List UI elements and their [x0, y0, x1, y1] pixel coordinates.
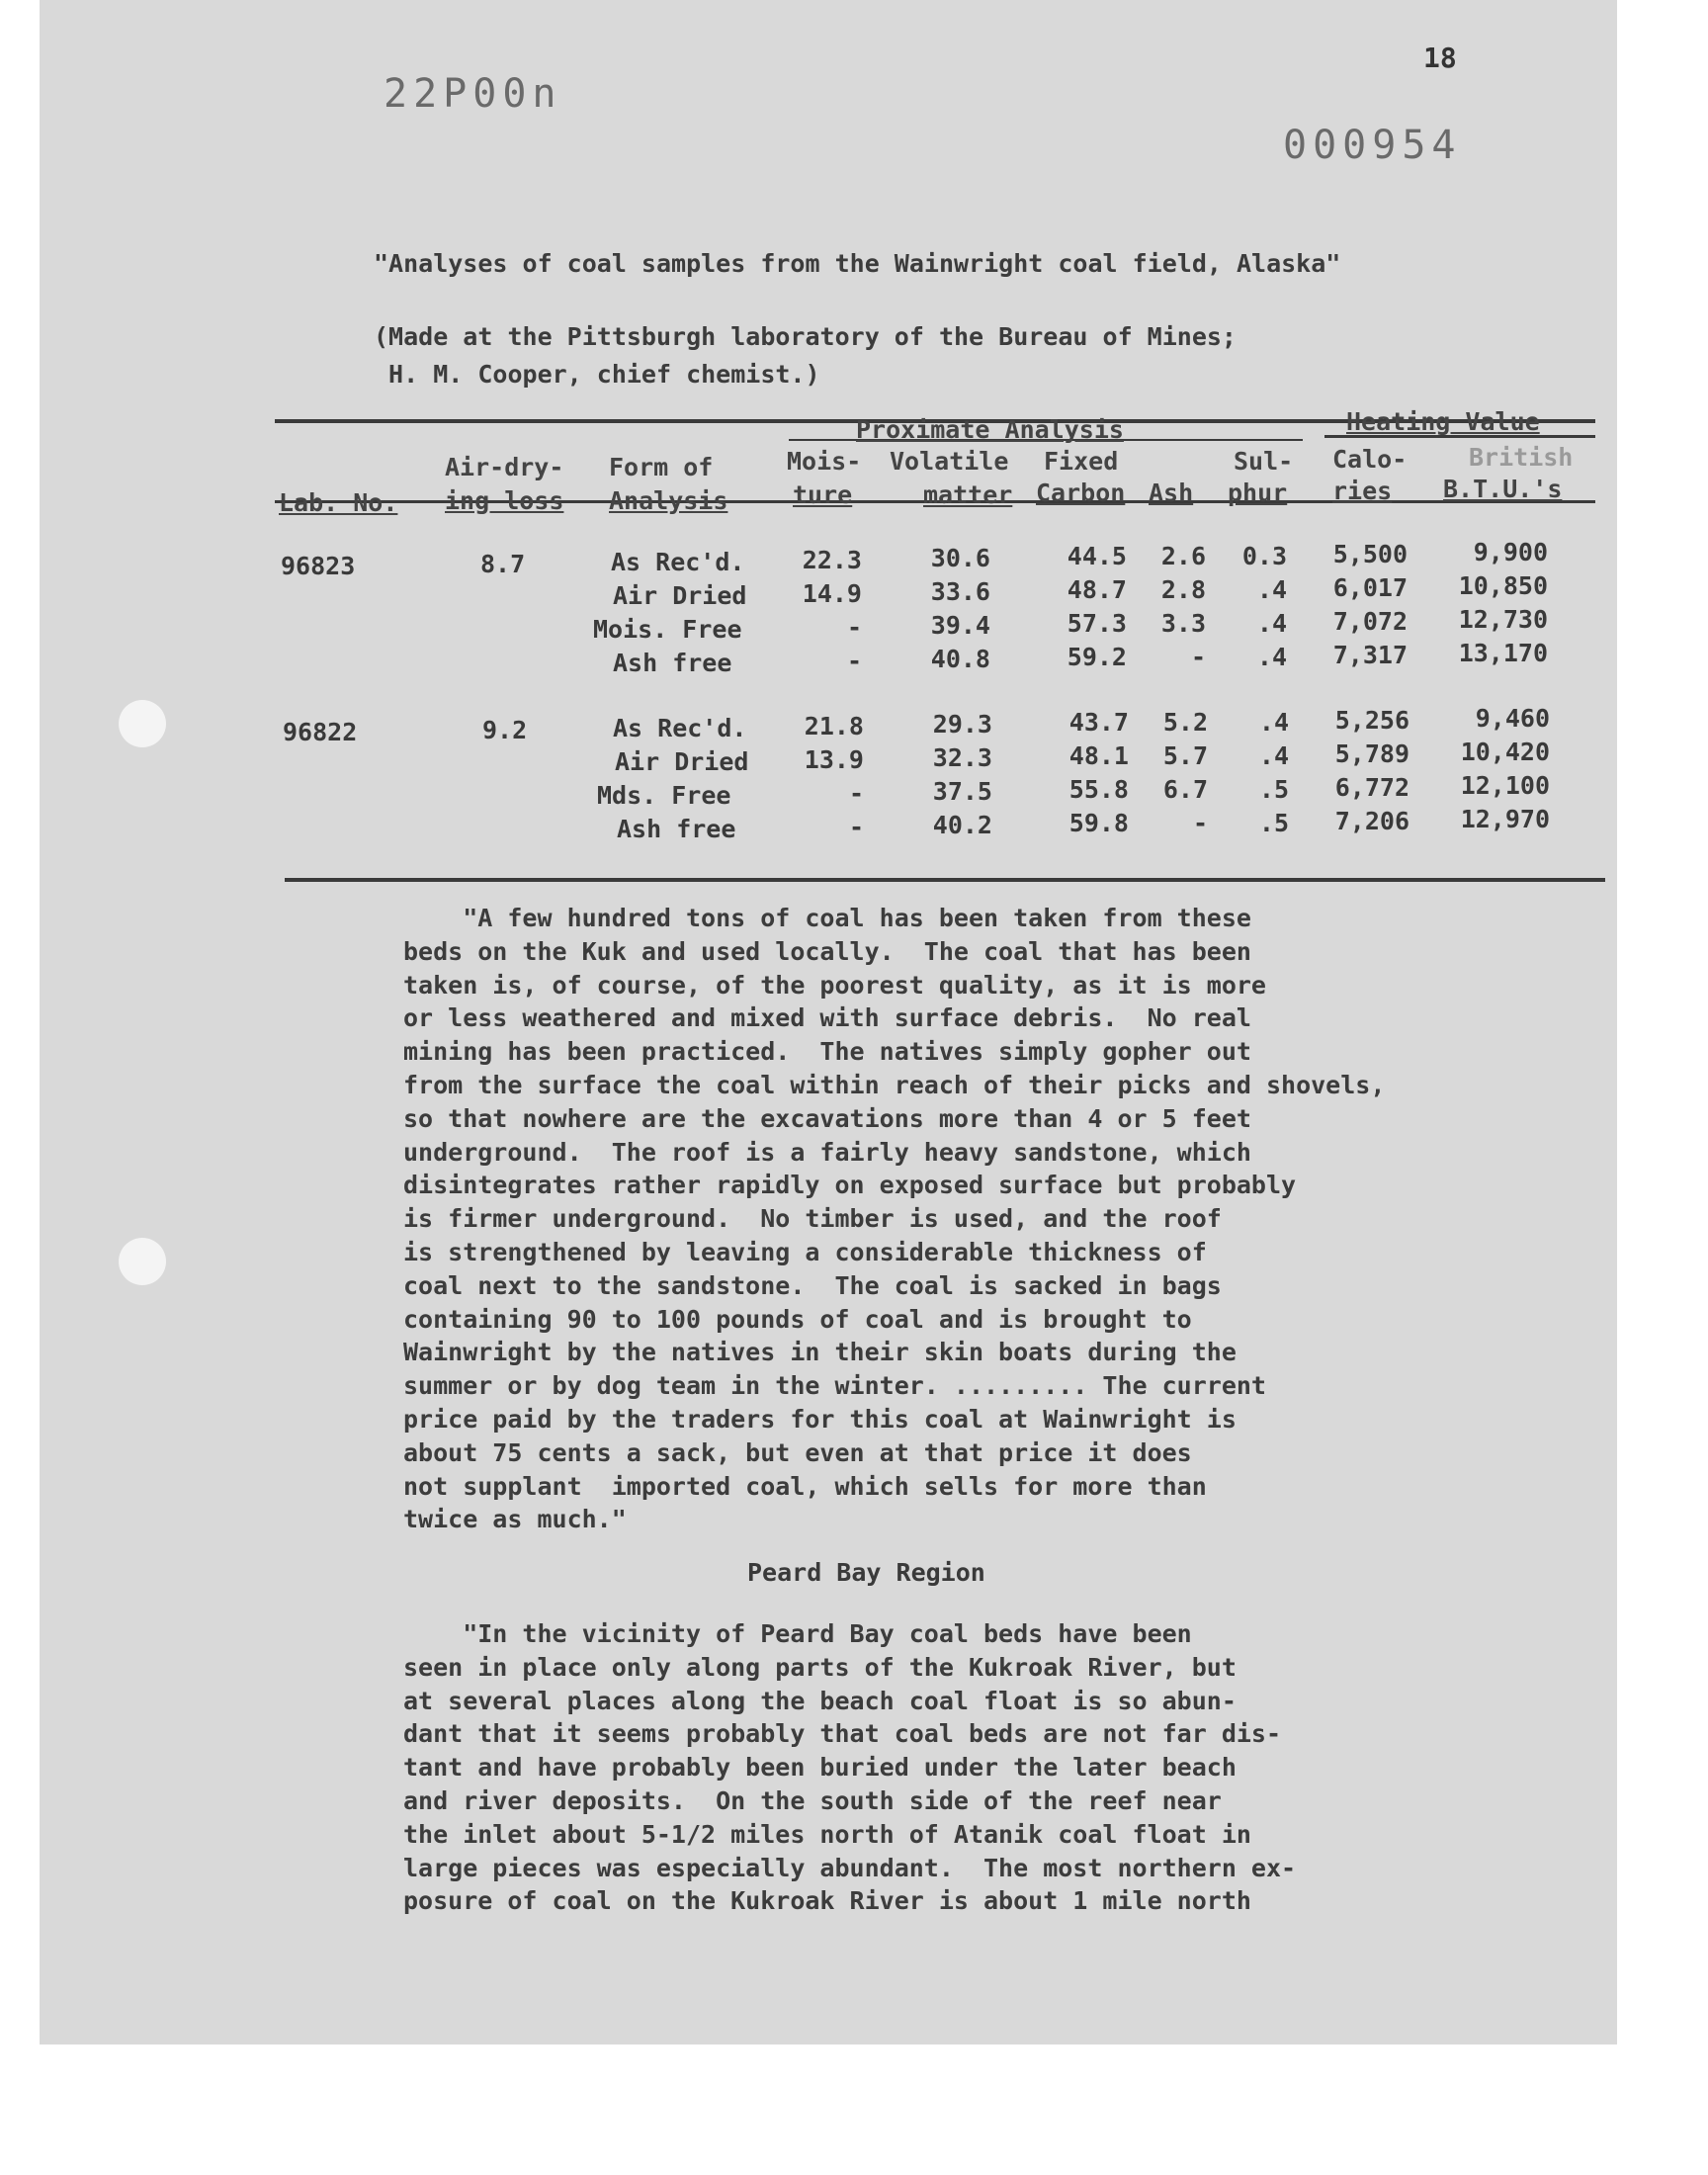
btu-value: 12,970 [1460, 805, 1550, 833]
calories-value: 7,317 [1332, 641, 1408, 669]
punch-hole [119, 700, 166, 747]
text-line: or less weathered and mixed with surface debris. No real [403, 1003, 1251, 1033]
calories-value: 7,206 [1334, 807, 1409, 835]
btu-value: 10,850 [1458, 571, 1548, 600]
text-line: the inlet about 5-1/2 miles north of Atanik coal float in [403, 1819, 1251, 1849]
volatile-value: 37.5 [932, 777, 992, 806]
stamp-number-left: 22P00n [384, 71, 562, 117]
air-drying-loss: 8.7 [480, 550, 526, 578]
header-ries: ries [1332, 477, 1393, 505]
subtitle-line: H. M. Cooper, chief chemist.) [374, 360, 820, 389]
header-btu: B.T.U.'s [1443, 475, 1563, 503]
subtitle-line: (Made at the Pittsburgh laboratory of the Bureau of Mines; [374, 322, 1237, 351]
volatile-value: 39.4 [930, 611, 990, 640]
form-of-analysis: Ash free [613, 649, 732, 677]
sulphur-value: .4 [1256, 609, 1287, 638]
moisture-value: - [848, 779, 864, 808]
text-line: is firmer underground. No timber is used, and the roof [403, 1204, 1222, 1234]
sulphur-value: .4 [1258, 708, 1289, 737]
moisture-value: 14.9 [802, 579, 862, 608]
text-line: at several places along the beach coal float is so abun- [403, 1686, 1237, 1715]
text-line: from the surface the coal within reach of their picks and shovels, [403, 1070, 1386, 1099]
btu-value: 13,170 [1458, 639, 1548, 667]
header-analysis: Analysis [609, 486, 728, 515]
volatile-value: 40.2 [932, 811, 992, 839]
btu-value: 12,100 [1460, 771, 1550, 800]
text-line: seen in place only along parts of the Kukroak River, but [403, 1652, 1237, 1682]
air-drying-loss: 9.2 [482, 716, 528, 744]
form-of-analysis: Ash free [617, 815, 736, 843]
text-line: price paid by the traders for this coal at Wainwright is [403, 1404, 1237, 1434]
form-of-analysis: As Rec'd. [611, 548, 745, 576]
text-line: disintegrates rather rapidly on exposed surface but probably [403, 1171, 1297, 1200]
btu-value: 10,420 [1460, 738, 1550, 766]
ash-value: 5.7 [1162, 741, 1208, 770]
page-number: 18 [1423, 42, 1457, 74]
page-margin [0, 2044, 1708, 2175]
form-of-analysis: Mds. Free [597, 781, 731, 810]
ash-value: 2.6 [1160, 542, 1206, 570]
ash-value: - [1192, 809, 1208, 837]
header-british: British [1469, 443, 1574, 472]
text-line: so that nowhere are the excavations more than 4 or 5 feet [403, 1103, 1251, 1133]
calories-value: 6,772 [1334, 773, 1409, 802]
volatile-value: 33.6 [930, 577, 990, 606]
text-line: dant that it seems probably that coal beds are not far dis- [403, 1719, 1282, 1749]
body-paragraph [403, 902, 1385, 1536]
volatile-value: 32.3 [932, 743, 992, 772]
form-of-analysis: Mois. Free [593, 615, 742, 644]
text-line: taken is, of course, of the poorest quality, as it is more [403, 970, 1266, 1000]
sulphur-value: .4 [1256, 643, 1287, 671]
header-lab-no: Lab. No. [279, 488, 398, 517]
document-subtitle [374, 318, 1237, 393]
header-moisture: Mois- [787, 447, 862, 476]
header-fixed: Fixed [1044, 447, 1119, 476]
text-line: "A few hundred tons of coal has been taken from these [403, 904, 1251, 932]
document-title: "Analyses of coal samples from the Wainwright coal field, Alaska" [374, 249, 1341, 278]
sulphur-value: .4 [1258, 741, 1289, 770]
sulphur-value: .5 [1258, 809, 1289, 837]
text-line: about 75 cents a sack, but even at that price it does [403, 1437, 1192, 1467]
fixed-carbon-value: 43.7 [1068, 708, 1129, 737]
text-line: beds on the Kuk and used locally. The coal that has been [403, 936, 1251, 966]
ash-value: 5.2 [1162, 708, 1208, 737]
btu-value: 9,460 [1475, 704, 1550, 733]
fixed-carbon-value: 59.8 [1068, 809, 1129, 837]
moisture-value: - [846, 647, 862, 675]
form-of-analysis: As Rec'd. [613, 714, 747, 742]
moisture-value: - [848, 813, 864, 841]
fixed-carbon-value: 59.2 [1067, 643, 1127, 671]
lab-number: 96822 [283, 718, 358, 746]
sulphur-value: .5 [1258, 775, 1289, 804]
text-line: twice as much." [403, 1505, 627, 1534]
text-line: tant and have probably been buried under the later beach [403, 1753, 1237, 1783]
volatile-value: 40.8 [930, 645, 990, 673]
text-line: coal next to the sandstone. The coal is sacked in bags [403, 1270, 1222, 1300]
text-line: posure of coal on the Kukroak River is about 1 mile north [403, 1886, 1251, 1916]
ash-value: 6.7 [1162, 775, 1208, 804]
moisture-value: 13.9 [804, 745, 864, 774]
body-paragraph [403, 1617, 1296, 1918]
header-form-of: Form of [609, 453, 714, 481]
header-carbon: Carbon [1036, 478, 1126, 507]
section-heading: Peard Bay Region [747, 1558, 985, 1587]
text-line: and river deposits. On the south side of the reef near [403, 1785, 1222, 1815]
header-matter: matter [923, 480, 1013, 509]
fixed-carbon-value: 57.3 [1067, 609, 1127, 638]
calories-value: 5,500 [1332, 540, 1408, 568]
lab-number: 96823 [281, 552, 356, 580]
calories-value: 7,072 [1332, 607, 1408, 636]
header-air-drying: Air-dry- [445, 453, 564, 481]
calories-value: 5,256 [1334, 706, 1409, 735]
header-sulphur: Sul- [1234, 447, 1294, 476]
moisture-value: 22.3 [802, 546, 862, 574]
form-of-analysis: Air Dried [615, 747, 749, 776]
header-ash: Ash [1149, 478, 1194, 507]
ash-value: 2.8 [1160, 575, 1206, 604]
btu-value: 9,900 [1473, 538, 1548, 566]
ash-value: 3.3 [1160, 609, 1206, 638]
header-calories: Calo- [1332, 445, 1408, 474]
fixed-carbon-value: 55.8 [1068, 775, 1129, 804]
fixed-carbon-value: 48.7 [1067, 575, 1127, 604]
text-line: summer or by dog team in the winter. ......... The current [403, 1371, 1266, 1401]
proximate-analysis-header: Proximate Analysis [856, 415, 1124, 444]
ash-value: - [1190, 643, 1206, 671]
sulphur-value: 0.3 [1241, 542, 1287, 570]
stamp-number-right: 000954 [1283, 123, 1462, 168]
heating-value-header: Heating Value [1346, 407, 1540, 436]
header-ing-loss: ing loss [445, 486, 564, 515]
calories-value: 5,789 [1334, 740, 1409, 768]
volatile-value: 30.6 [930, 544, 990, 572]
header-phur: phur [1228, 478, 1288, 507]
text-line: Wainwright by the natives in their skin boats during the [403, 1338, 1237, 1367]
btu-value: 12,730 [1458, 605, 1548, 634]
text-line: "In the vicinity of Peard Bay coal beds have been [403, 1619, 1192, 1648]
moisture-value: - [846, 613, 862, 642]
text-line: mining has been practiced. The natives simply gopher out [403, 1037, 1251, 1067]
moisture-value: 21.8 [804, 712, 864, 740]
volatile-value: 29.3 [932, 710, 992, 739]
header-ture: ture [793, 480, 853, 509]
text-line: containing 90 to 100 pounds of coal and is brought to [403, 1304, 1192, 1334]
calories-value: 6,017 [1332, 573, 1408, 602]
fixed-carbon-value: 44.5 [1067, 542, 1127, 570]
sulphur-value: .4 [1256, 575, 1287, 604]
text-line: is strengthened by leaving a considerable thickness of [403, 1237, 1207, 1266]
form-of-analysis: Air Dried [613, 581, 747, 610]
table-bottom-rule [285, 878, 1605, 882]
text-line: large pieces was especially abundant. The most northern ex- [403, 1853, 1297, 1882]
punch-hole [119, 1238, 166, 1285]
text-line: underground. The roof is a fairly heavy sandstone, which [403, 1137, 1251, 1167]
fixed-carbon-value: 48.1 [1068, 741, 1129, 770]
header-volatile: Volatile [890, 447, 1009, 476]
text-line: not supplant imported coal, which sells for more than [403, 1471, 1207, 1501]
